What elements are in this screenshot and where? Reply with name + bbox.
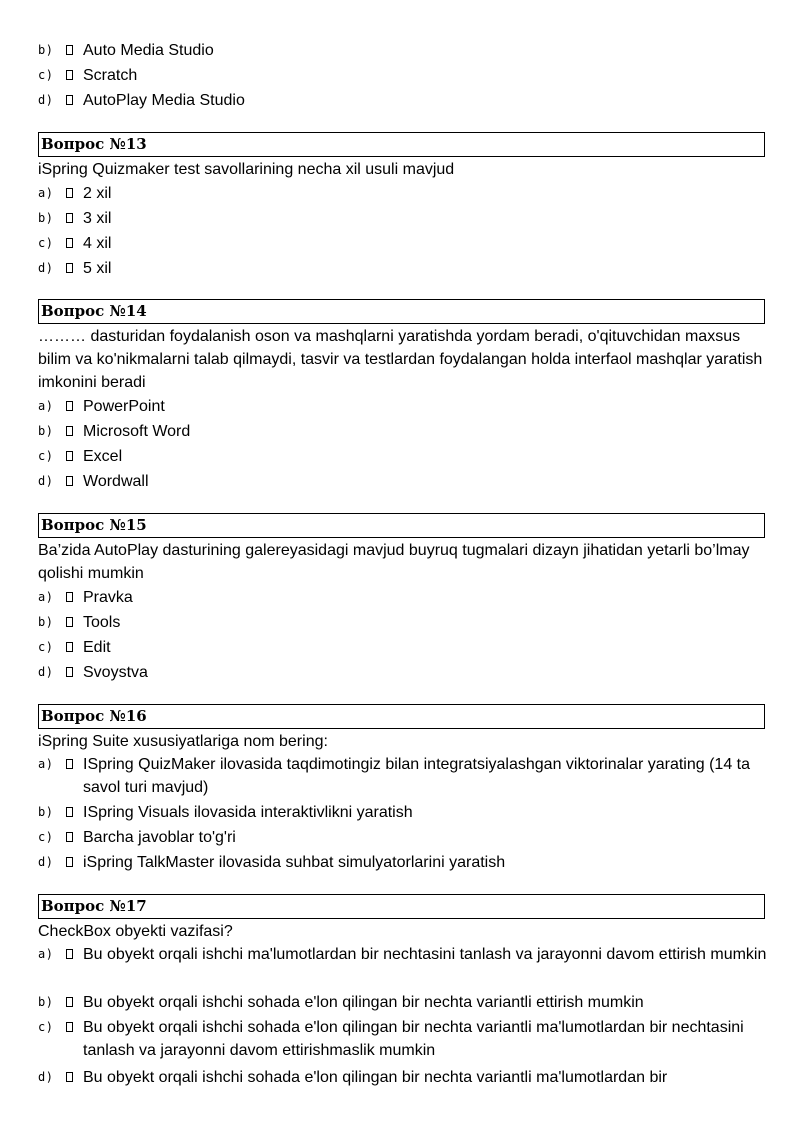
- option-text: Tools: [83, 614, 121, 631]
- option-text: Bu obyekt orqali ishchi sohada e'lon qilingan bir nechta variantli ma'lumotlardan bir: [83, 1069, 668, 1086]
- question-text: Ba’zida AutoPlay dasturining galereyasidagi mavjud buyruq tugmalari dizayn jihatidan yetarli bo’lmay qolishi mumkin: [38, 542, 750, 582]
- option-text: Microsoft Word: [83, 423, 191, 440]
- option-b[interactable]: [38, 991, 768, 1014]
- option-c[interactable]: [38, 64, 768, 87]
- option-text: Bu obyekt orqali ishchi sohada e'lon qilingan bir nechta variantli ettirish mumkin: [83, 994, 644, 1011]
- option-letter: a): [38, 590, 54, 604]
- option-letter: b): [38, 424, 54, 438]
- checkbox-icon: [66, 263, 73, 273]
- checkbox-icon: [66, 476, 73, 486]
- checkbox-icon: [66, 997, 73, 1007]
- option-text: 3 xil: [83, 210, 112, 227]
- option-text: PowerPoint: [83, 398, 165, 415]
- option-c[interactable]: [38, 232, 768, 255]
- question-text: ……… dasturidan foydalanish oson va mashqlarni yaratishda yordam beradi, o'qituvchidan maxsus bilim va ko'nikmalarni talab qilmaydi, tasvir va testlardan foydalangan holda interfaol mashqlar yaratish imkonini beradi: [38, 328, 763, 391]
- option-d[interactable]: [38, 851, 768, 874]
- checkbox-icon: [66, 451, 73, 461]
- option-c[interactable]: [38, 445, 768, 468]
- option-letter: d): [38, 474, 54, 488]
- checkbox-icon: [66, 667, 73, 677]
- option-letter: d): [38, 1070, 54, 1084]
- checkbox-icon: [66, 949, 73, 959]
- checkbox-icon: [66, 642, 73, 652]
- option-d[interactable]: [38, 1066, 768, 1089]
- option-c[interactable]: [38, 636, 768, 659]
- option-text: Bu obyekt orqali ishchi sohada e'lon qilingan bir nechta variantli ma'lumotlardan bir nechtasini tanlash va jarayonni davom ettirishmaslik mumkin: [83, 1019, 744, 1059]
- option-letter: a): [38, 757, 54, 771]
- option-letter: b): [38, 615, 54, 629]
- option-text: 5 xil: [83, 260, 112, 277]
- option-a[interactable]: [38, 753, 768, 799]
- option-c[interactable]: [38, 826, 768, 849]
- question-header: Вопрос №14: [38, 299, 765, 324]
- option-letter: b): [38, 995, 54, 1009]
- option-letter: c): [38, 449, 54, 463]
- option-letter: d): [38, 93, 54, 107]
- option-d[interactable]: [38, 89, 768, 112]
- question-header: Вопрос №17: [38, 894, 765, 919]
- question-header: Вопрос №16: [38, 704, 765, 729]
- checkbox-icon: [66, 1022, 73, 1032]
- option-text: Auto Media Studio: [83, 42, 214, 59]
- option-letter: a): [38, 186, 54, 200]
- checkbox-icon: [66, 807, 73, 817]
- option-letter: a): [38, 947, 54, 961]
- option-d[interactable]: [38, 470, 768, 493]
- option-letter: d): [38, 665, 54, 679]
- option-text: Scratch: [83, 67, 138, 84]
- option-b[interactable]: [38, 801, 768, 824]
- option-a[interactable]: [38, 182, 768, 205]
- option-text: AutoPlay Media Studio: [83, 92, 245, 109]
- option-text: iSpring TalkMaster ilovasida suhbat simulyatorlarini yaratish: [83, 854, 506, 871]
- checkbox-icon: [66, 213, 73, 223]
- option-b[interactable]: [38, 420, 768, 443]
- option-text: Wordwall: [83, 473, 149, 490]
- checkbox-icon: [66, 188, 73, 198]
- option-letter: c): [38, 830, 54, 844]
- checkbox-icon: [66, 832, 73, 842]
- checkbox-icon: [66, 617, 73, 627]
- option-text: 2 xil: [83, 185, 112, 202]
- option-text: Barcha javoblar to'g'ri: [83, 829, 236, 846]
- option-letter: d): [38, 261, 54, 275]
- option-text: ISpring Visuals ilovasida interaktivlikni yaratish: [83, 804, 413, 821]
- option-text: Bu obyekt orqali ishchi ma'lumotlardan bir nechtasini tanlash va jarayonni davom ettirish mumkin: [83, 946, 767, 963]
- checkbox-icon: [66, 95, 73, 105]
- option-letter: c): [38, 236, 54, 250]
- checkbox-icon: [66, 592, 73, 602]
- option-text: Excel: [83, 448, 123, 465]
- option-letter: d): [38, 855, 54, 869]
- option-a[interactable]: [38, 586, 768, 609]
- checkbox-icon: [66, 238, 73, 248]
- question-text: CheckBox obyekti vazifasi?: [38, 923, 233, 940]
- option-letter: b): [38, 43, 54, 57]
- option-letter: c): [38, 640, 54, 654]
- checkbox-icon: [66, 45, 73, 55]
- option-letter: c): [38, 1020, 54, 1034]
- option-text: ISpring QuizMaker ilovasida taqdimotingiz bilan integratsiyalashgan viktorinalar yarating (14 ta savol turi mavjud): [83, 756, 751, 796]
- checkbox-icon: [66, 401, 73, 411]
- option-b[interactable]: [38, 611, 768, 634]
- question-header: Вопрос №13: [38, 132, 765, 157]
- question-text: iSpring Suite xususiyatlariga nom bering:: [38, 733, 328, 750]
- option-b[interactable]: [38, 207, 768, 230]
- option-letter: c): [38, 68, 54, 82]
- option-d[interactable]: [38, 661, 768, 684]
- checkbox-icon: [66, 70, 73, 80]
- option-letter: a): [38, 399, 54, 413]
- option-b[interactable]: [38, 39, 768, 62]
- option-letter: b): [38, 211, 54, 225]
- option-c[interactable]: [38, 1016, 768, 1062]
- checkbox-icon: [66, 759, 73, 769]
- option-text: Pravka: [83, 589, 133, 606]
- option-a[interactable]: [38, 395, 768, 418]
- option-text: 4 xil: [83, 235, 112, 252]
- option-a[interactable]: [38, 943, 768, 966]
- checkbox-icon: [66, 1072, 73, 1082]
- checkbox-icon: [66, 426, 73, 436]
- checkbox-icon: [66, 857, 73, 867]
- question-header: Вопрос №15: [38, 513, 765, 538]
- question-text: iSpring Quizmaker test savollarining necha xil usuli mavjud: [38, 161, 455, 178]
- option-text: Svoystva: [83, 664, 148, 681]
- option-text: Edit: [83, 639, 111, 656]
- option-letter: b): [38, 805, 54, 819]
- option-d[interactable]: [38, 257, 768, 280]
